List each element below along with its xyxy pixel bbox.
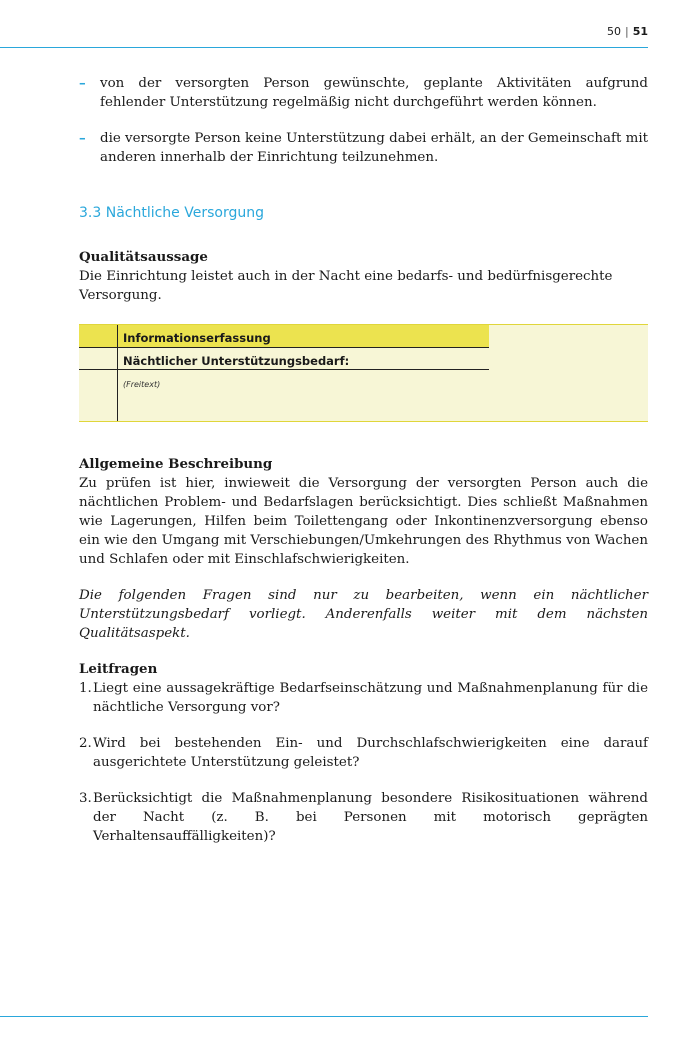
table-header-row [79, 325, 489, 348]
page-number-left: 50 [606, 25, 621, 38]
bullet-text: die versorgte Person keine Unterstützung dabei erhält, an der Gemeinschaft mit anderen innerhalb der Einrichtung teilzunehmen. [100, 131, 648, 165]
information-table [79, 324, 648, 422]
description-label: Allgemeine Beschreibung [79, 456, 273, 472]
question-text: Berücksichtigt die Maßnahmenplanung besondere Risikosituationen während der Nacht (z. B. bei Personen mit motorisch geprägten Verhaltensauffälligkeiten)? [93, 791, 648, 844]
bullet-text: von der versorgten Person gewünschte, geplante Aktivitäten aufgrund fehlender Unterstützung regelmäßig nicht durchgeführt werden können. [100, 76, 648, 110]
page-number-right: 51 [632, 25, 648, 38]
table-marker-column [79, 325, 118, 421]
guiding-questions-label: Leitfragen [79, 661, 158, 677]
quality-statement-label: Qualitätsaussage [79, 249, 208, 265]
page-header [0, 0, 700, 48]
bullet-dash: – [79, 130, 86, 146]
field-label: Nächtlicher Unterstützungsbedarf: [123, 354, 350, 368]
question-number: 2. [79, 736, 92, 751]
question-number: 3. [79, 791, 92, 806]
section-title: 3.3 Nächtliche Versorgung [79, 205, 264, 221]
conditional-note: Die folgenden Fragen sind nur zu bearbeiten, wenn ein nächtlicher Unterstützungsbedarf vorliegt. Anderenfalls weiter mit dem nächsten Qualitätsaspekt. [79, 588, 648, 641]
footer-rule [0, 1016, 648, 1017]
guiding-questions-list [79, 679, 648, 846]
question-item [79, 679, 648, 717]
question-text: Wird bei bestehenden Ein- und Durchschlafschwierigkeiten eine darauf ausgerichtete Unterstützung geleistet? [93, 736, 648, 770]
question-item [79, 734, 648, 772]
question-text: Liegt eine aussagekräftige Bedarfseinschätzung und Maßnahmenplanung für die nächtliche Versorgung vor? [93, 681, 648, 715]
question-number: 1. [79, 681, 92, 696]
quality-statement-text: Die Einrichtung leistet auch in der Nacht eine bedarfs- und bedürfnisgerechte Versorgung. [79, 269, 613, 303]
freetext-field[interactable]: (Freitext) [123, 380, 161, 389]
page-numbers [607, 25, 648, 38]
table-header-label: Informationserfassung [123, 331, 271, 345]
question-item [79, 789, 648, 846]
page-number-separator: | [624, 25, 629, 38]
table-field-row [79, 348, 489, 370]
description-text: Zu prüfen ist hier, inwieweit die Versorgung der versorgten Person auch die nächtlichen Problem- und Bedarfslagen berücksichtigt. Dies schließt Maßnahmen wie Lagerungen, Hilfen beim Toilettengang oder Inkontinenzversorgung ebenso ein wie den Umgang mit Verschiebungen/Umkehrungen des Rhythmus von Wachen und Schlafen oder mit Einschlafschwierigkeiten. [79, 476, 648, 567]
header-rule [0, 47, 648, 48]
bullet-item [79, 129, 648, 167]
bullet-item [79, 74, 648, 112]
page-content [79, 74, 648, 863]
bullet-dash: – [79, 75, 86, 91]
